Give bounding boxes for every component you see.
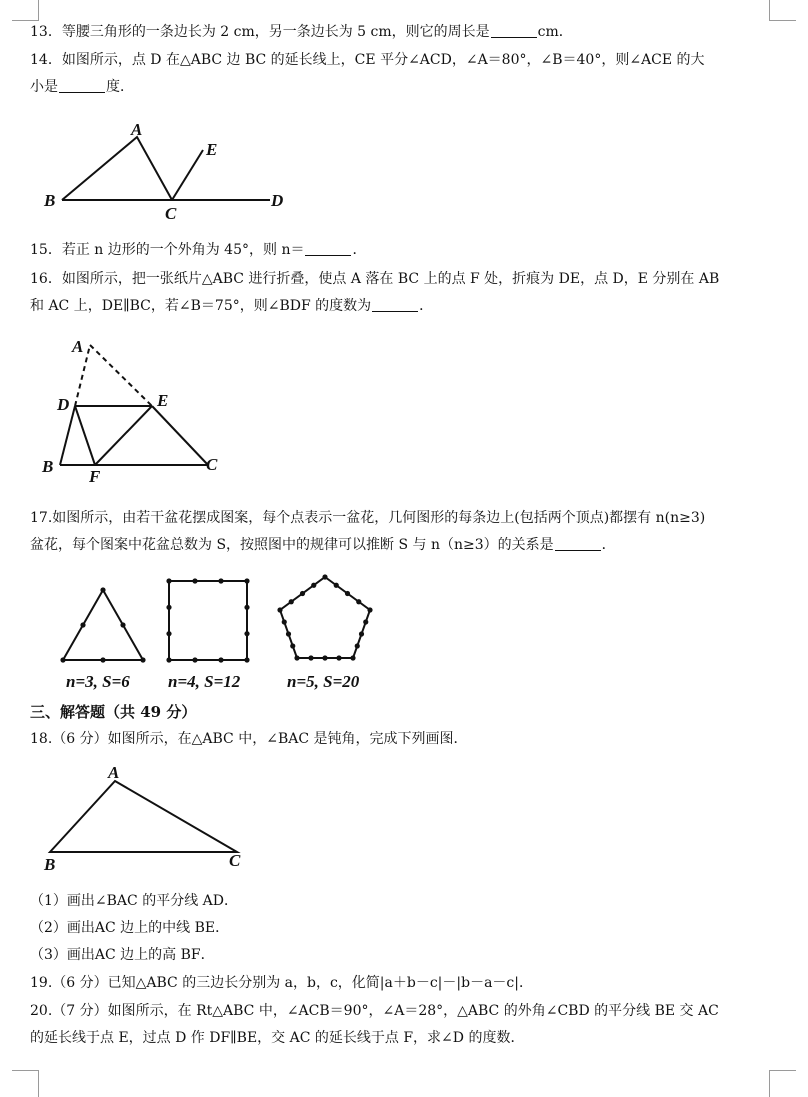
label-a: A [108, 763, 120, 782]
question-18: 18.（6 分）如图所示，在△ABC 中，∠BAC 是钝角，完成下列画图． [30, 731, 468, 747]
label-c: C [165, 204, 177, 223]
section-title: 三、解答题（共 49 分） [30, 703, 197, 721]
caption-n4: n=4, S=12 [168, 672, 241, 691]
question-15: 15．若正 n 边形的一个外角为 45°，则 n＝ ． [30, 242, 367, 258]
label-b: B [42, 457, 54, 476]
question-16-line-1: 16．如图所示，把一张纸片△ABC 进行折叠，使点 A 落在 BC 上的点 F 处，折痕为 DE，点 D，E 分别在 AB [30, 271, 720, 287]
label-d: D [57, 395, 70, 414]
caption-n3: n=3, S=6 [66, 672, 130, 691]
label-a: A [72, 337, 84, 356]
question-18-item-1: （1）画出∠BAC 的平分线 AD． [30, 893, 238, 909]
label-e: E [206, 140, 218, 159]
question-20-line-2: 的延长线于点 E，过点 D 作 DF∥BE，交 AC 的延长线于点 F，求∠D 的度数． [30, 1030, 525, 1046]
question-14-line-2: 小是 度． [30, 79, 134, 95]
q18-triangle [50, 781, 237, 852]
label-b: B [44, 855, 56, 874]
label-a: A [131, 120, 143, 139]
label-e: E [157, 391, 169, 410]
label-c: C [206, 455, 218, 474]
caption-n5: n=5, S=20 [287, 672, 360, 691]
label-f: F [89, 467, 101, 486]
label-c: C [229, 851, 241, 870]
question-14-line-1: 14．如图所示，点 D 在△ABC 边 BC 的延长线上，CE 平分∠ACD，∠A＝80°，∠B＝40°，则∠ACE 的大 [30, 52, 705, 68]
label-d: D [271, 191, 284, 210]
question-17-line-2: 盆花，每个图案中花盆总数为 S，按照图中的规律可以推断 S 与 n（n≥3）的关系是 ． [30, 537, 616, 553]
label-b: B [44, 191, 56, 210]
question-17-line-1: 17.如图所示，由若干盆花摆成图案，每个点表示一盆花，几何图形的每条边上(包括两个顶点)都摆有 n(n≥3) [30, 510, 706, 526]
question-13: 13．等腰三角形的一条边长为 2 cm，另一条边长为 5 cm，则它的周长是 cm． [30, 24, 573, 40]
question-19: 19.（6 分）已知△ABC 的三边长分别为 a，b，c，化简|a＋b－c|－|b－a－c|． [30, 975, 533, 991]
question-18-item-3: （3）画出AC 边上的高 BF． [30, 947, 215, 963]
question-16-line-2: 和 AC 上，DE∥BC，若∠B＝75°，则∠BDF 的度数为 ． [30, 298, 434, 314]
question-20-line-1: 20.（7 分）如图所示，在 Rt△ABC 中，∠ACB＝90°，∠A＝28°，△ABC 的外角∠CBD 的平分线 BE 交 AC [30, 1003, 719, 1019]
question-18-item-2: （2）画出AC 边上的中线 BE． [30, 920, 230, 936]
